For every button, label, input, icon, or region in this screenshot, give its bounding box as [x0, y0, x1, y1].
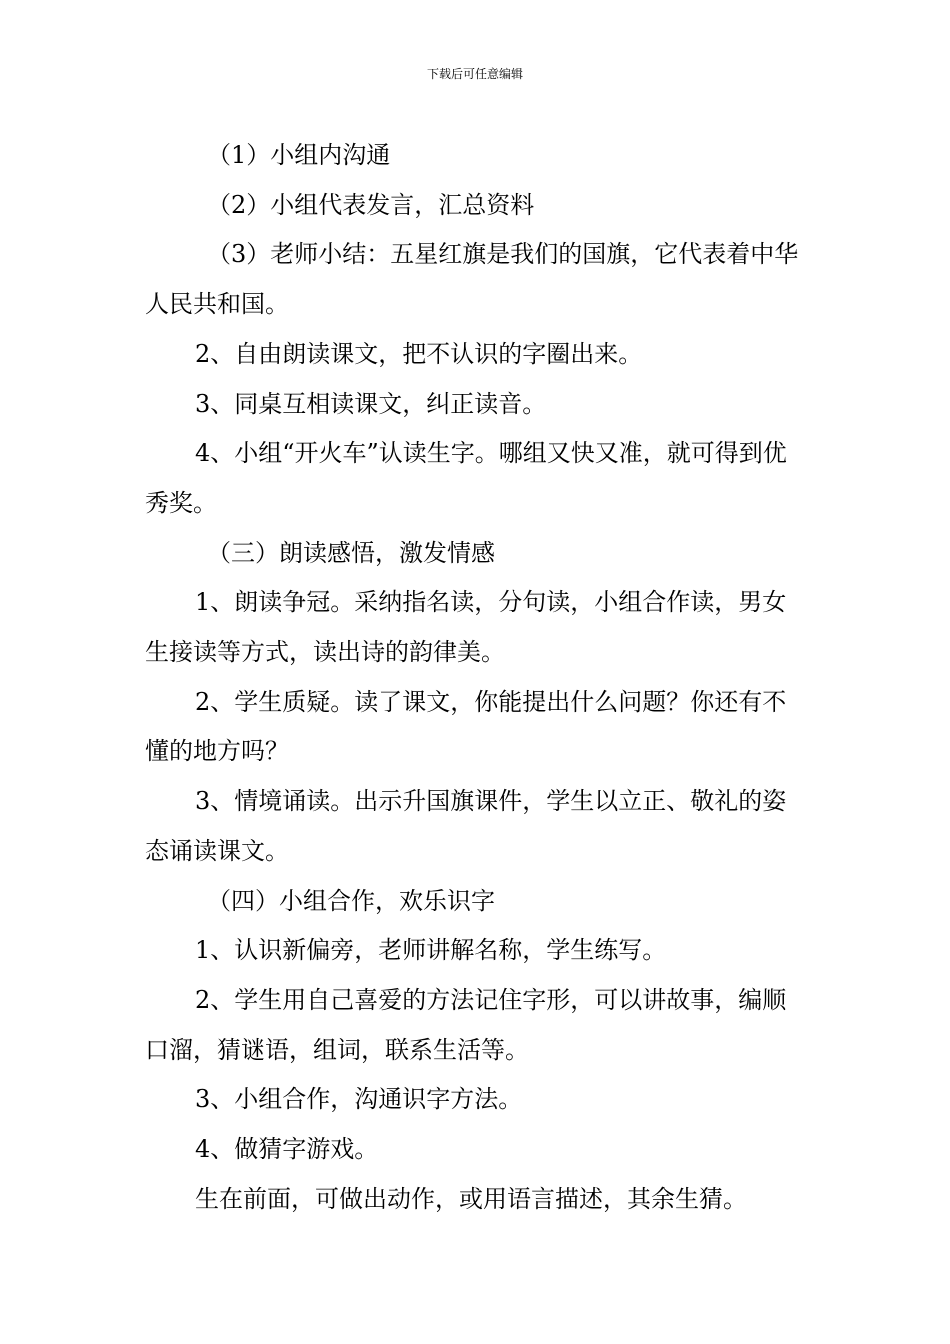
paragraph-13: 2、学生用自己喜爱的方法记住字形，可以讲故事，编顺口溜，猜谜语，组词，联系生活等。	[145, 985, 787, 1064]
section-heading-3: （三）朗读感悟，激发情感	[207, 538, 495, 567]
section-heading-4: （四）小组合作，欢乐识字	[207, 886, 495, 915]
paragraph-14: 3、小组合作，沟通识字方法。	[195, 1085, 523, 1114]
paragraph-15: 4、做猜字游戏。	[195, 1135, 379, 1164]
paragraph-10: 3、情境诵读。出示升国旗课件，学生以立正、敬礼的姿态诵读课文。	[145, 787, 787, 865]
paragraph-5: 3、同桌互相读课文，纠正读音。	[195, 389, 547, 418]
paragraph-12: 1、认识新偏旁，老师讲解名称，学生练写。	[195, 936, 667, 965]
paragraph-6: 4、小组“开火车”认读生字。哪组又快又准，就可得到优秀奖。	[145, 439, 787, 517]
paragraph-2: （2）小组代表发言，汇总资料	[207, 190, 535, 219]
paragraph-3: （3）老师小结：五星红旗是我们的国旗，它代表着中华人民共和国。	[145, 240, 799, 319]
paragraph-8: 1、朗读争冠。采纳指名读，分句读，小组合作读，男女生接读等方式，读出诗的韵律美。	[145, 588, 787, 667]
paragraph-4: 2、自由朗读课文，把不认识的字圈出来。	[195, 339, 643, 368]
page-header: 下载后可任意编辑	[426, 67, 523, 81]
paragraph-9: 2、学生质疑。读了课文，你能提出什么问题？你还有不懂的地方吗？	[145, 687, 787, 766]
document-body	[145, 131, 810, 1224]
paragraph-1: （1）小组内沟通	[207, 141, 391, 169]
paragraph-16: 生在前面，可做出动作，或用语言描述，其余生猜。	[195, 1184, 747, 1213]
